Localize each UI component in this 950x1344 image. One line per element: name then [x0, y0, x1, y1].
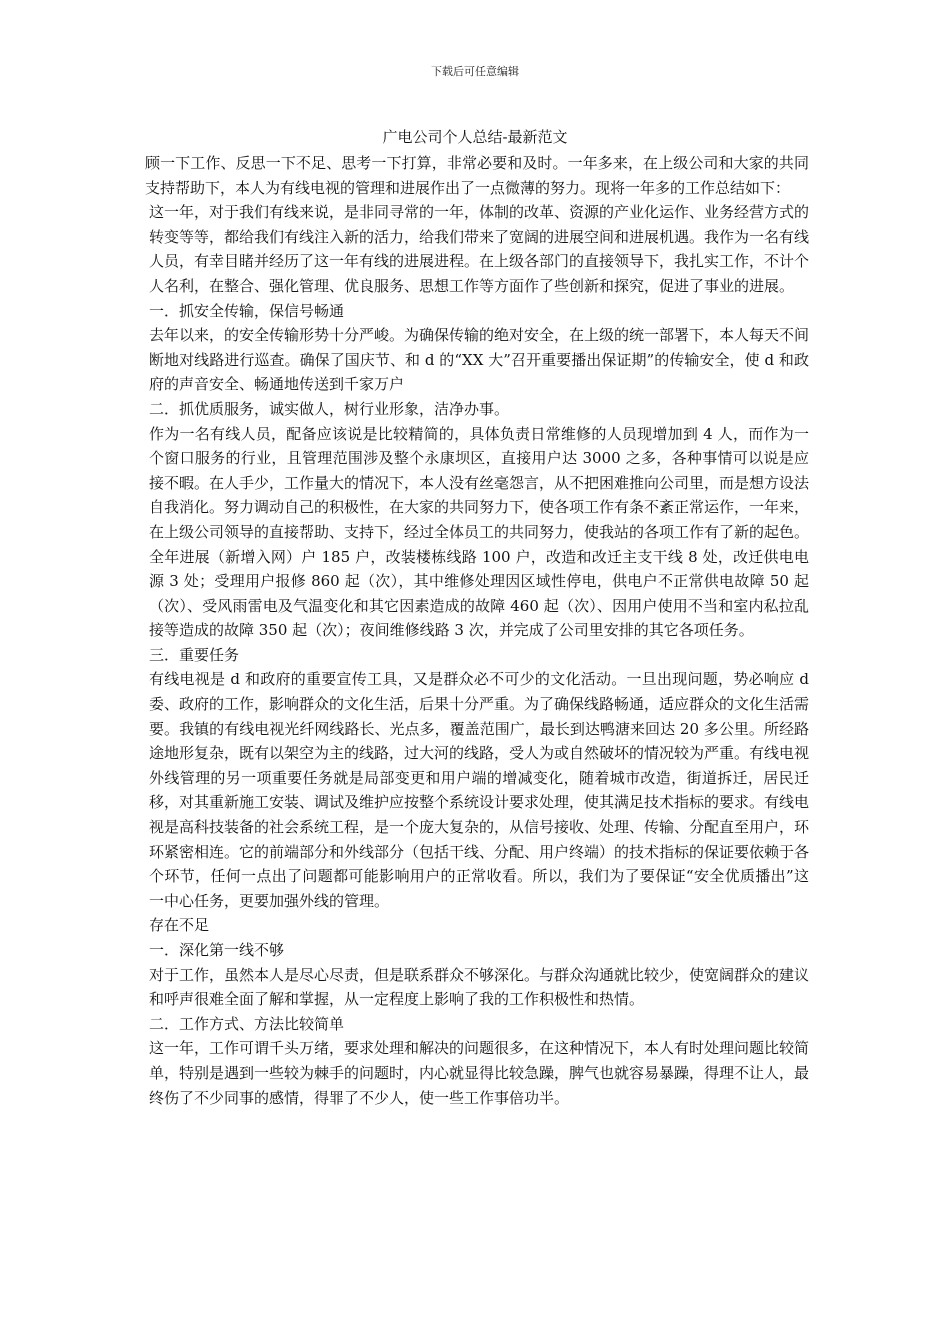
- document-body: [145, 151, 809, 1110]
- paragraph-key-tasks: 有线电视是 d 和政府的重要宣传工具，又是群众必不可少的文化活动。一旦出现问题，势必响应 d 委、政府的工作，影响群众的文化生活，后果十分严重。为了确保线路畅通，适应群众的文化生活需要。我镇的有线电视光纤网线路长、光点多，覆盖范围广，最长到达鸭溏来回达 20 多公里。所经路途地形复杂，既有以架空为主的线路，过大河的线路，受人为或自然破坏的情况较为严重。有线电视外线管理的另一项重要任务就是局部变更和用户端的增减变化，随着城市改造，街道拆迁，居民迁移，对其重新施工安装、调试及维护应按整个系统设计要求处理，使其满足技术指标的要求。有线电视是高科技装备的社会系统工程，是一个庞大复杂的，从信号接收、处理、传输、分配直至用户，环环紧密相连。它的前端部分和外线部分（包括干线、分配、用户终端）的技术指标的保证要依赖于各个环节，任何一点出了问题都可能影响用户的正常收看。所以，我们为了要保证“安全优质播出”这一中心任务，更要加强外线的管理。: [149, 670, 810, 910]
- paragraph-frontline: 对于工作，虽然本人是尽心尽责，但是联系群众不够深化。与群众沟通就比较少，使宽阔群众的建议和呼声很难全面了解和掌握，从一定程度上影响了我的工作积极性和热情。: [149, 965, 810, 1009]
- paragraph-quality-service: 作为一名有线人员，配备应该说是比较精简的，具体负责日常维修的人员现增加到 4 人，而作为一个窗口服务的行业，且管理范围涉及整个永康坝区，直接用户达 3000 之多，各种事情可以说是应接不暇。在人手少，工作量大的情况下，本人没有丝毫怨言，从不把困难推向公司里，而是想方设法自我消化。努力调动自己的积极性，在大家的共同努力下，使各项工作有条不紊正常运作，一年来，在上级公司领导的直接帮助、支持下，经过全体员工的共同努力，使我站的各项工作有了新的起色。全年进展（新增入网）户 185 户，改装楼栋线路 100 户，改造和改迁主支干线 8 处，改迁供电电源 3 处；受理用户报修 860 起（次），其中维修处理因区域性停电，供电户不正常供电故障 50 起（次）、受风雨雷电及气温变化和其它因素造成的故障 460 起（次）、因用户使用不当和室内私拉乱接等造成的故障 350 起（次）；夜间维修线路 3 次，并完成了公司里安排的其它各项任务。: [149, 424, 810, 640]
- section-heading-safe-transmission: 一．抓安全传输，保信号畅通: [149, 301, 345, 320]
- paragraph-work-methods: 这一年，工作可谓千头万绪，要求处理和解决的问题很多，在这种情况下，本人有时处理问题比较简单，特别是遇到一些较为棘手的问题时，内心就显得比较急躁，脾气也就容易暴躁，得理不让人，最终伤了不少同事的感情，得罪了不少人，使一些工作事倍功半。: [149, 1039, 810, 1107]
- section-heading-shortcomings: 存在不足: [149, 916, 210, 935]
- paragraph-overview: 这一年，对于我们有线来说，是非同寻常的一年，体制的改革、资源的产业化运作、业务经营方式的转变等等，都给我们有线注入新的活力，给我们带来了宽阔的进展空间和进展机遇。我作为一名有线人员，有幸目睹并经历了这一年有线的进展进程。在上级各部门的直接领导下，我扎实工作，不计个人名利，在整合、强化管理、优良服务、思想工作等方面作了些创新和探究，促进了事业的进展。: [149, 203, 810, 295]
- document-title: 广电公司个人总结-最新范文: [382, 128, 568, 146]
- paragraph-safe-transmission: 去年以来，的安全传输形势十分严峻。为确保传输的绝对安全，在上级的统一部署下，本人每天不间断地对线路进行巡查。确保了国庆节、和 d 的“XX 大”召开重要播出保证期”的传输安全，使 d 和政府的声音安全、畅通地传送到千家万户: [149, 326, 810, 394]
- subheading-work-methods: 二．工作方式、方法比较简单: [149, 1014, 345, 1033]
- section-heading-quality-service: 二．抓优质服务，诚实做人，树行业形象，洁净办事。: [149, 399, 510, 418]
- section-heading-key-tasks: 三．重要任务: [149, 645, 240, 664]
- header-note: 下载后可任意编辑: [431, 65, 519, 78]
- subheading-frontline: 一．深化第一线不够: [149, 941, 285, 959]
- paragraph-intro: 顾一下工作、反思一下不足、思考一下打算，非常必要和及时。一年多来，在上级公司和大家的共同支持帮助下，本人为有线电视的管理和进展作出了一点微薄的努力。现将一年多的工作总结如下：: [145, 154, 809, 197]
